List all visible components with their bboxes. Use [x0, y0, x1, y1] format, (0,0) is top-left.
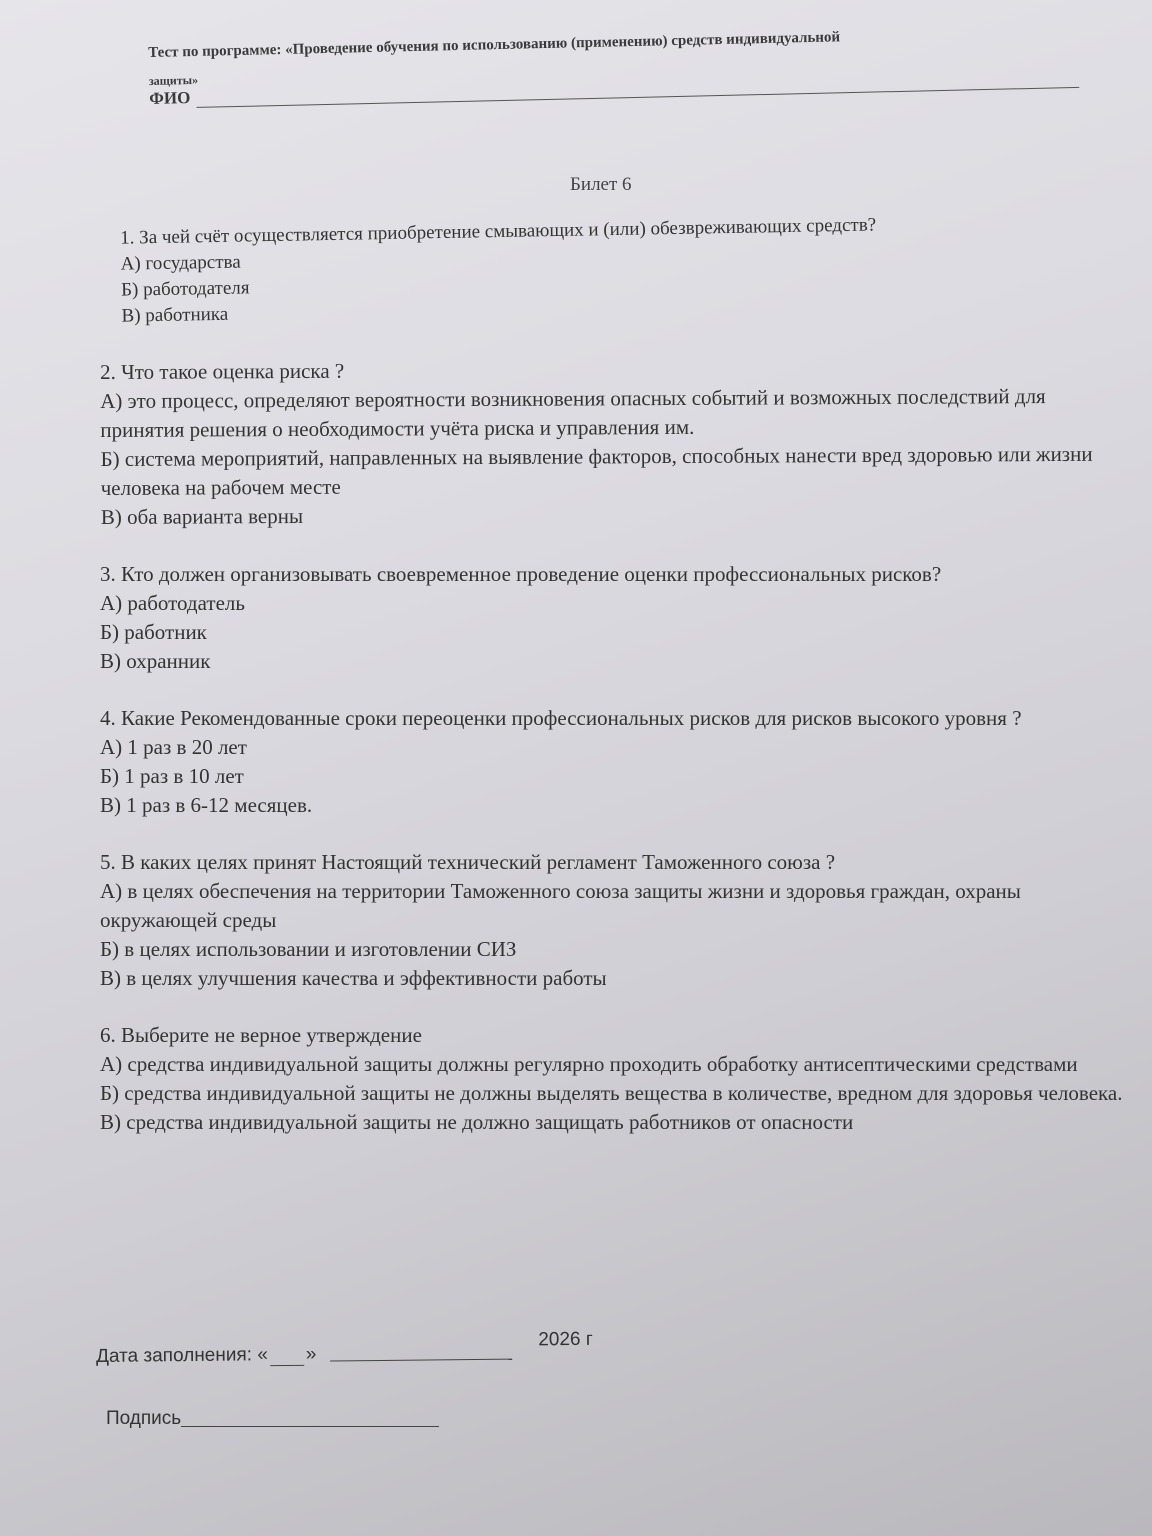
question-6 — [100, 1021, 1130, 1137]
answer-option[interactable]: Б) в целях использовании и изготовлении СИЗ — [100, 937, 517, 961]
answer-option[interactable]: А) государства — [120, 251, 241, 275]
answer-option[interactable]: В) охранник — [100, 649, 211, 673]
question-1 — [100, 208, 1132, 330]
signature-input-line[interactable] — [181, 1426, 439, 1427]
fill-date-row — [96, 1328, 593, 1368]
year-label: 2026 г — [538, 1328, 593, 1351]
month-input-line[interactable] — [330, 1359, 512, 1362]
answer-option[interactable]: В) средства индивидуальной защиты не должно защищать работников от опасности — [100, 1110, 854, 1134]
answer-option[interactable]: Б) 1 раз в 10 лет — [100, 764, 244, 788]
ticket-number: Билет 6 — [570, 174, 632, 195]
answer-option[interactable]: В) 1 раз в 6-12 месяцев. — [100, 793, 313, 817]
day-input-line[interactable] — [270, 1365, 304, 1366]
program-title: Тест по программе: «Проведение обучения по использованию (применению) средств индивидуальной — [148, 29, 841, 61]
answer-option[interactable]: А) это процесс, определяют вероятности возникновения опасных событий и возможных последствий для принятия решения о необходимости учёта риска и управления им. — [100, 384, 1046, 442]
answer-option[interactable]: В) в целях улучшения качества и эффективности работы — [100, 966, 607, 990]
document-footer — [96, 1328, 593, 1430]
answer-option[interactable]: А) 1 раз в 20 лет — [100, 735, 247, 759]
signature-row — [106, 1408, 593, 1430]
answer-option[interactable]: Б) работодателя — [120, 277, 250, 301]
answer-option[interactable]: А) средства индивидуальной защиты должны регулярно проходить обработку антисептическими средствами — [100, 1052, 1078, 1076]
answer-option[interactable]: В) работника — [121, 303, 229, 327]
signature-label: Подпись — [106, 1408, 182, 1429]
answer-option[interactable]: В) оба варианта верны — [100, 503, 304, 529]
answer-option[interactable]: Б) средства индивидуальной защиты не должны выделять вещества в количестве, вредном для здоровья человека. — [100, 1081, 1123, 1105]
question-3 — [100, 560, 1130, 676]
question-list — [100, 214, 1130, 1165]
question-text: 5. В каких целях принят Настоящий технический регламент Таможенного союза ? — [100, 850, 836, 874]
program-title-continuation: защиты» — [148, 72, 199, 88]
question-4 — [100, 704, 1130, 820]
date-close-quote: » — [305, 1343, 317, 1365]
fio-label: ФИО — [149, 88, 191, 108]
question-text: 1. За чей счёт осуществляется приобретение смывающих и (или) обезвреживающих средств? — [120, 214, 877, 249]
question-text: 4. Какие Рекомендованные сроки переоценки профессиональных рисков для рисков высокого уровня ? — [100, 706, 1022, 730]
question-text: 3. Кто должен организовывать своевременное проведение оценки профессиональных рисков? — [100, 562, 942, 586]
document-header — [148, 21, 1079, 109]
answer-option[interactable]: Б) система мероприятий, направленных на выявление факторов, способных нанести вред здоровью или жизни человека на рабочем месте — [100, 441, 1093, 500]
question-2 — [100, 353, 1131, 532]
question-text: 2. Что такое оценка риска ? — [100, 358, 345, 384]
answer-option[interactable]: А) работодатель — [100, 591, 245, 615]
question-5 — [100, 848, 1130, 993]
question-text: 6. Выберите не верное утверждение — [100, 1023, 422, 1047]
answer-option[interactable]: Б) работник — [100, 620, 207, 644]
answer-option[interactable]: А) в целях обеспечения на территории Таможенного союза защиты жизни и здоровья граждан, охраны окружающей среды — [100, 879, 1021, 932]
date-label: Дата заполнения: « — [96, 1344, 268, 1367]
